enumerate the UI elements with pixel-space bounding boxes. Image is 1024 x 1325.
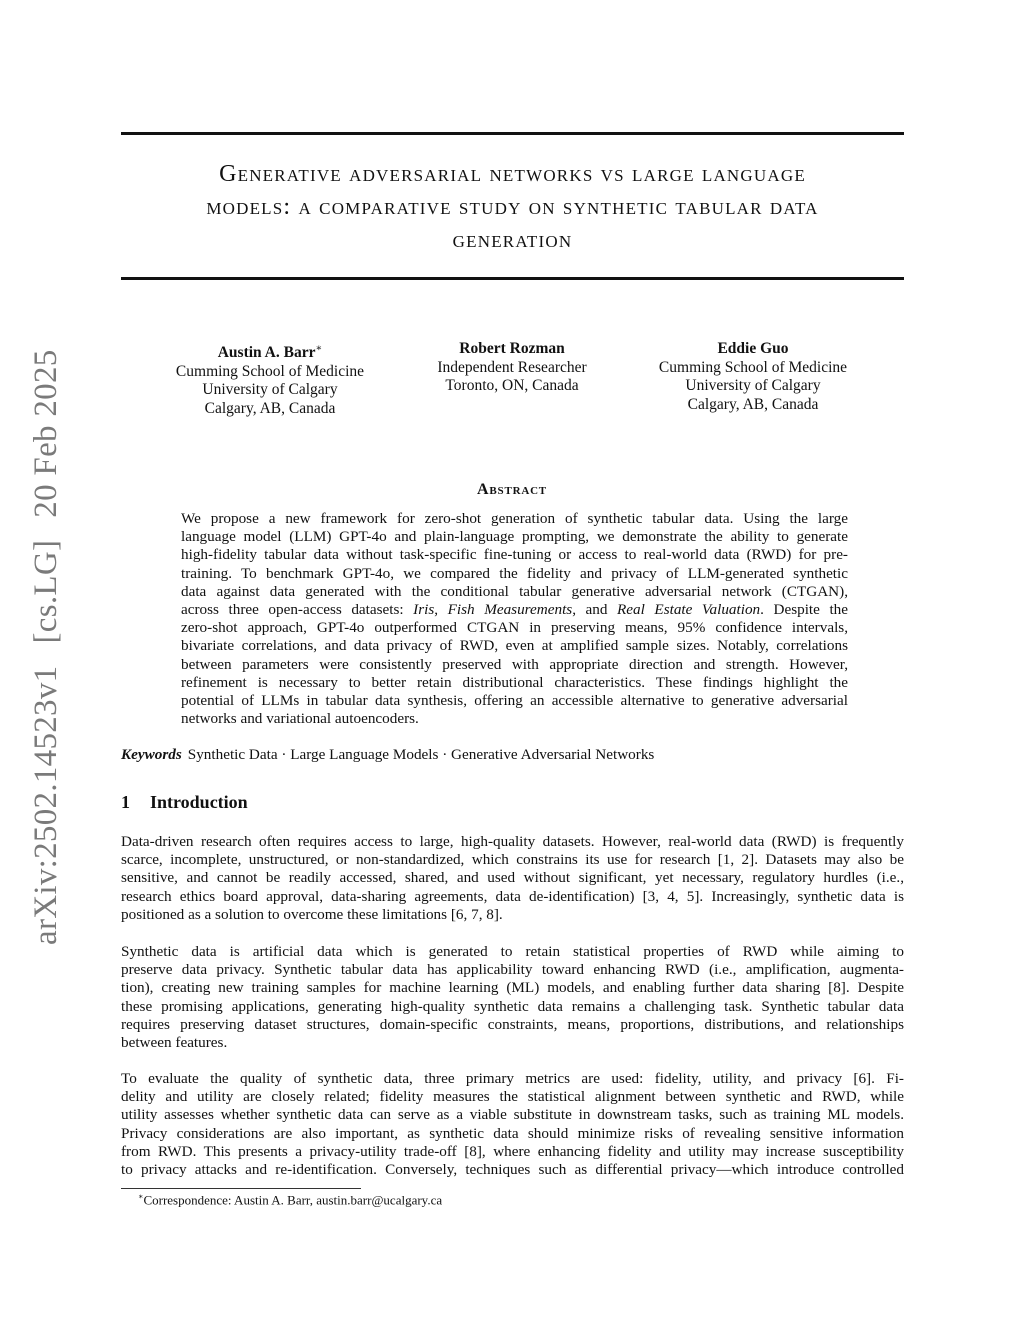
arxiv-date: 20 Feb 2025	[28, 349, 64, 518]
paragraph-line: research ethics board approval, data-sharing agreements, data de-identification) [3, 4, 5]. Increasingly, synthetic data is	[121, 887, 904, 905]
paragraph-line: preserve data privacy. Synthetic tabular data has applicability toward enhancing RWD (i.e., amplification, augmenta-	[121, 961, 904, 979]
paragraph-line: Data-driven research often requires access to large, high-quality datasets. However, real-world data (RWD) is frequently	[121, 833, 904, 850]
title-line-2: models: a comparative study on synthetic tabular data	[206, 194, 819, 220]
paragraph-line: positioned as a solution to overcome these limitations [6, 7, 8].	[121, 905, 503, 923]
paragraph-line: To evaluate the quality of synthetic data, three primary metrics are used: fidelity, utility, and privacy [6]. Fi-	[121, 1070, 904, 1087]
author-correspondence-mark: ∗	[315, 343, 323, 354]
abstract-line: networks and variational autoencoders.	[181, 710, 419, 728]
paragraph-line: Synthetic data is artificial data which is generated to retain statistical properties of RWD while aiming to	[121, 943, 904, 960]
intro-paragraph-2	[121, 943, 904, 1052]
keywords-list: Synthetic Data · Large Language Models · Generative Adversarial Networks	[187, 746, 655, 763]
section-heading-introduction	[121, 792, 248, 813]
abstract-heading: Abstract	[477, 481, 547, 498]
author-name: Robert Rozman	[459, 340, 565, 357]
author-affiliation: Calgary, AB, Canada	[204, 399, 336, 417]
author-block-guo	[633, 340, 873, 414]
dataset-iris: Iris	[413, 601, 435, 619]
author-affiliation: Cumming School of Medicine	[658, 358, 848, 376]
abstract-line: data against data generated with the conditional tabular generative adversarial network (CTGAN),	[181, 582, 848, 600]
author-affiliation: Calgary, AB, Canada	[687, 395, 819, 413]
author-name: Eddie Guo	[717, 340, 789, 357]
footnote-mark: ∗	[138, 1192, 144, 1201]
title-rule-top	[121, 132, 904, 135]
title-rule-bottom	[121, 277, 904, 280]
author-name: Austin A. Barr	[217, 344, 316, 362]
abstract-line: language model (LLM) GPT-4o and plain-language prompting, we demonstrate the ability to generate	[181, 528, 848, 546]
footnote-rule	[121, 1188, 361, 1189]
author-block-rozman	[392, 340, 632, 396]
abstract-line: high-fidelity tabular data without task-specific fine-tuning or access to real-world data (RWD) for pre-	[181, 546, 848, 564]
paragraph-line: requires preserving dataset structures, domain-specific constraints, means, proportions, distributions, and relationships	[121, 1015, 904, 1033]
keywords	[121, 746, 654, 764]
section-title: Introduction	[150, 792, 248, 812]
abstract-body	[181, 510, 848, 728]
author-affiliation: University of Calgary	[202, 381, 338, 399]
paragraph-line: sensitive, and cannot be readily accessed, shared, and used without significant, yet necessary, regulatory hurdles (i.e.,	[121, 869, 904, 887]
arxiv-id: arXiv:2502.14523v1	[28, 665, 64, 945]
abstract-line: training. To benchmark GPT-4o, we compared the fidelity and privacy of LLM-generated synthetic	[181, 564, 848, 582]
dataset-real-estate: Real Estate Valuation	[617, 601, 761, 619]
intro-paragraph-3	[121, 1070, 904, 1179]
author-affiliation: Independent Researcher	[437, 358, 587, 376]
abstract-line: between parameters were consistently preserved with appropriate direction and strength. However,	[181, 655, 848, 673]
title-line-1: Generative adversarial networks vs large language	[219, 161, 806, 187]
keywords-label: Keywords	[121, 746, 182, 763]
abstract-line-datasets: across three open-access datasets: Iris, Fish Measurements, and Real Estate Valuation. Despite the	[181, 601, 849, 619]
title-line-3: generation	[452, 227, 573, 253]
paragraph-line: delity and utility are closely related; fidelity measures the statistical alignment between synthetic and RWD, while	[121, 1088, 904, 1106]
intro-paragraph-1	[121, 833, 904, 924]
paragraph-line: to privacy attacks and re-identification. Conversely, techniques such as differential privacy—which introduce controlled	[121, 1161, 904, 1179]
footnote-text: Correspondence: Austin A. Barr, austin.barr@ucalgary.ca	[143, 1192, 443, 1208]
author-affiliation: Cumming School of Medicine	[175, 362, 365, 380]
abstract-line: bivariate correlations, and data privacy of RWD, even at amplified sample sizes. Notably, correlations	[181, 637, 848, 655]
abstract-line: zero-shot approach, GPT-4o outperformed CTGAN in preserving means, 95% confidence intervals,	[181, 619, 848, 637]
paragraph-line: these promising applications, generating high-quality synthetic data remains a challenging task. Synthetic tabular data	[121, 997, 904, 1015]
paragraph-line: from RWD. This presents a privacy-utility trade-off [8], where enhancing fidelity and utility may increase susceptibility	[121, 1142, 904, 1160]
abstract-line: refinement is necessary to better retain distributional characteristics. These findings highlight the	[181, 673, 848, 691]
author-affiliation: Toronto, ON, Canada	[445, 377, 579, 394]
paragraph-line: scarce, incomplete, unstructured, or non-standardized, which constrains its use for research [1, 2]. Datasets may also be	[121, 851, 904, 869]
paragraph-line: Privacy considerations are also important, as synthetic data should minimize risks of revealing sensitive information	[121, 1124, 904, 1142]
paragraph-line: utility assesses whether synthetic data can serve as a viable substitute in downstream tasks, such as training ML models.	[121, 1106, 904, 1124]
arxiv-category: [cs.LG]	[28, 539, 64, 644]
author-block-barr	[150, 340, 390, 418]
footnote-correspondence	[138, 1192, 442, 1208]
abstract-line: We propose a new framework for zero-shot generation of synthetic tabular data. Using the large	[181, 510, 848, 527]
paragraph-line: tion), creating new training samples for machine learning (ML) models, and enabling further data sharing [8]. Despite	[121, 979, 904, 997]
dataset-fish: Fish Measurements	[447, 601, 573, 619]
abstract-line: potential of LLMs in tabular data synthesis, offering an accessible alternative to generative adversarial	[181, 692, 848, 710]
paragraph-line: between features.	[121, 1034, 228, 1052]
arxiv-sidebar-stamp	[28, 349, 64, 945]
paper-title	[121, 158, 904, 257]
section-number: 1	[121, 792, 130, 812]
author-affiliation: University of Calgary	[685, 377, 821, 394]
